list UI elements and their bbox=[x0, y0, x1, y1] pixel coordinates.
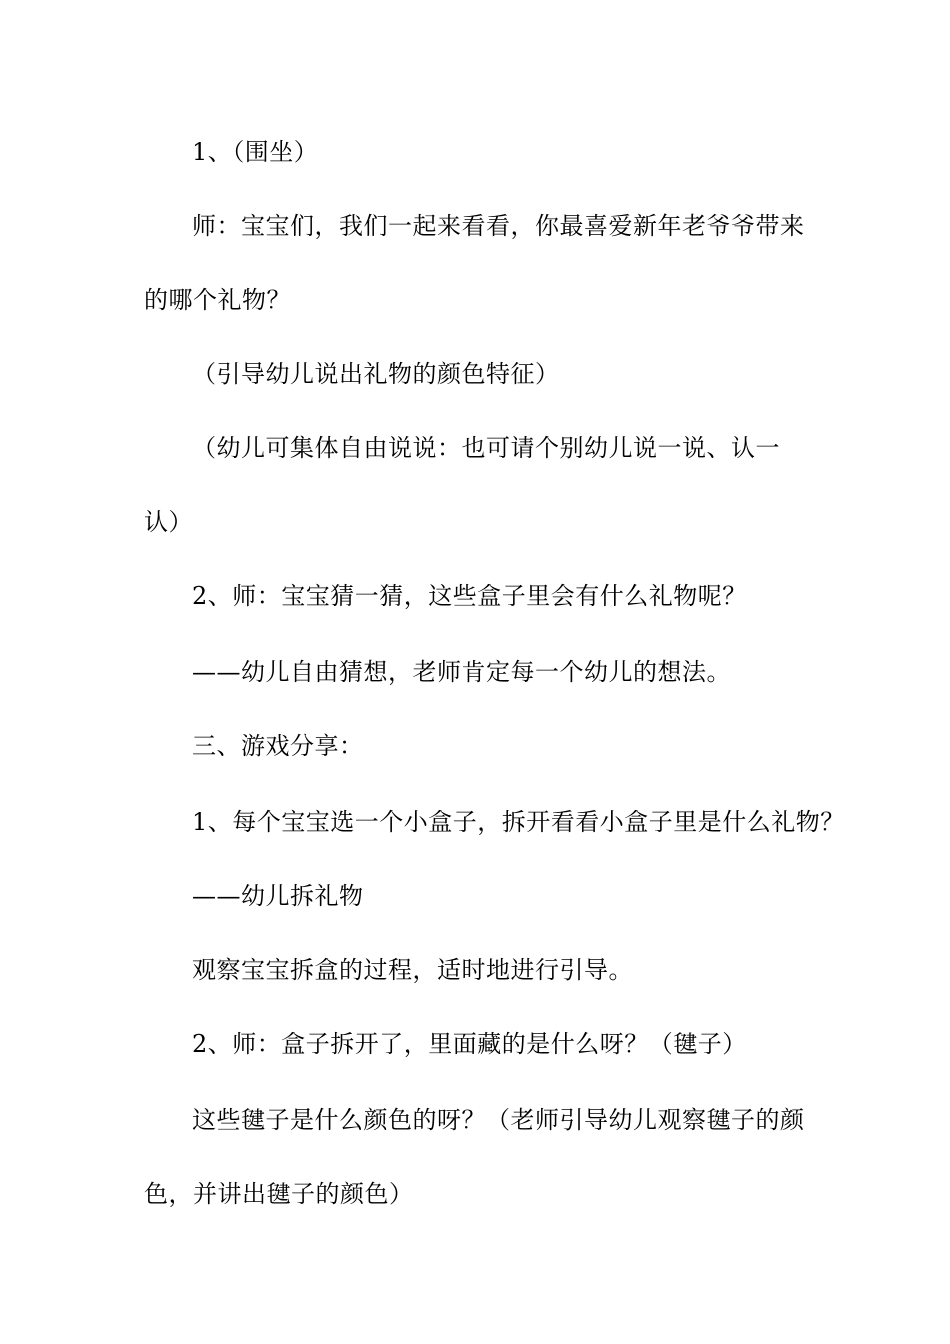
paragraph-line: 认） bbox=[144, 508, 193, 536]
paragraph-line: 观察宝宝拆盒的过程，适时地进行引导。 bbox=[192, 956, 633, 984]
paragraph-line: 三、游戏分享： bbox=[192, 732, 364, 760]
paragraph-line: ——幼儿拆礼物 bbox=[192, 882, 364, 910]
paragraph-line: 2、师：宝宝猜一猜，这些盒子里会有什么礼物呢？ bbox=[192, 582, 747, 610]
paragraph-line: 2、师：盒子拆开了，里面藏的是什么呀？（毽子） bbox=[192, 1030, 747, 1058]
paragraph-line: 的哪个礼物？ bbox=[144, 286, 291, 314]
paragraph-line: 1、（围坐） bbox=[192, 138, 319, 166]
paragraph-line: 师：宝宝们，我们一起来看看，你最喜爱新年老爷爷带来 bbox=[192, 212, 805, 240]
paragraph-line: （幼儿可集体自由说说：也可请个别幼儿说一说、认一 bbox=[192, 434, 780, 462]
paragraph-line: 1、每个宝宝选一个小盒子，拆开看看小盒子里是什么礼物？ bbox=[192, 808, 845, 836]
paragraph-line: 这些毽子是什么颜色的呀？（老师引导幼儿观察毽子的颜 bbox=[192, 1106, 805, 1134]
paragraph-line: ——幼儿自由猜想，老师肯定每一个幼儿的想法。 bbox=[192, 658, 731, 686]
paragraph-line: 色，并讲出毽子的颜色） bbox=[144, 1180, 414, 1208]
paragraph-line: （引导幼儿说出礼物的颜色特征） bbox=[192, 360, 560, 388]
